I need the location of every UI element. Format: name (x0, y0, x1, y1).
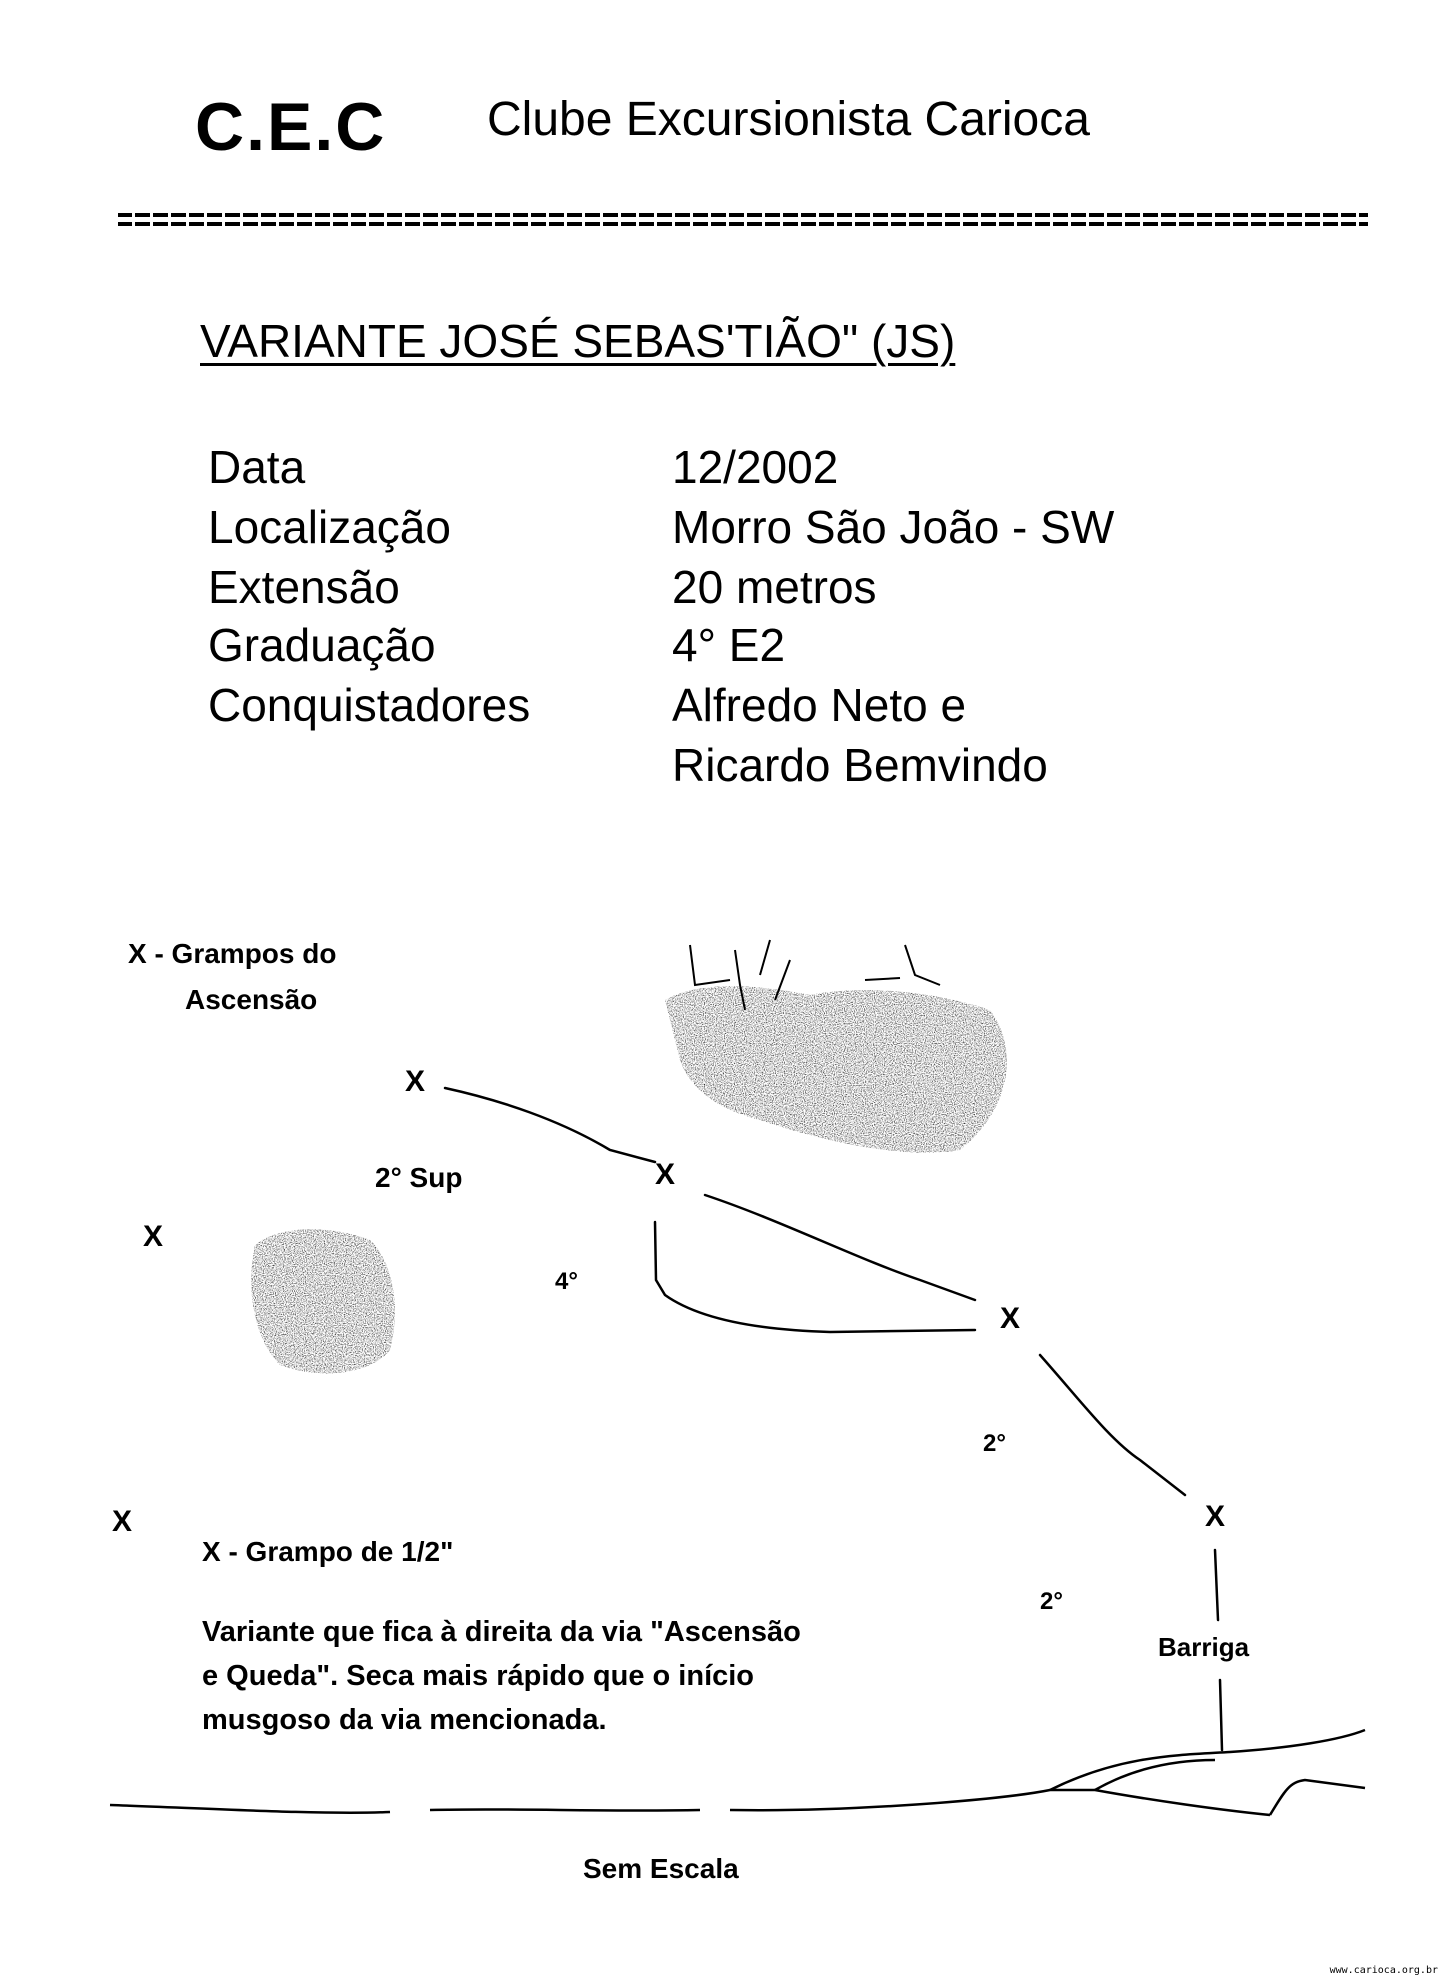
legend-grampo-half: X - Grampo de 1/2" (202, 1536, 454, 1567)
detail-value-extensao: 20 metros (672, 561, 877, 613)
grade-label-2: 2° (1040, 1588, 1063, 1615)
bolt-marker: X (655, 1158, 676, 1191)
grade-label-2sup: 2° Sup (375, 1162, 463, 1193)
detail-label-extensao: Extensão (208, 561, 400, 613)
barriga-label: Barriga (1158, 1632, 1250, 1662)
detail-value-graduacao: 4° E2 (672, 619, 786, 671)
detail-label-conquistadores: Conquistadores (208, 679, 531, 731)
bolt-marker: X (1000, 1302, 1021, 1335)
club-logo: C.E.C (195, 89, 387, 165)
ground-lines (110, 1730, 1365, 1815)
vegetation-left (251, 1229, 395, 1373)
website-footer: www.carioca.org.br (1329, 1965, 1438, 1976)
bolt-marker: X (405, 1065, 426, 1098)
detail-label-localizacao: Localização (208, 501, 451, 553)
detail-value-conquistadores: Alfredo Neto e (672, 679, 967, 731)
detail-value-conquistadores-2: Ricardo Bemvindo (672, 739, 1048, 791)
detail-label-graduacao: Graduação (208, 619, 436, 671)
legend-grampos-ascensao: X - Grampos do (128, 938, 337, 969)
legend-grampos-ascensao-2: Ascensão (185, 984, 318, 1015)
club-name: Clube Excursionista Carioca (487, 93, 1090, 146)
route-note: Variante que fica à direita da via "Ascensão e Queda". Seca mais rápido que o início musgoso da via mencionada. (202, 1616, 801, 1736)
grade-label-4: 4° (555, 1268, 578, 1295)
grade-label-2: 2° (983, 1430, 1006, 1457)
detail-value-data: 12/2002 (672, 441, 839, 493)
detail-label-data: Data (208, 441, 306, 493)
bolt-marker: X (143, 1220, 164, 1253)
detail-value-localizacao: Morro São João - SW (672, 501, 1115, 553)
vegetation-top (665, 986, 1007, 1152)
bolt-marker: X (1205, 1500, 1226, 1533)
route-title: VARIANTE JOSÉ SEBAS'TIÃO" (JS) (200, 315, 956, 367)
no-scale-label: Sem Escala (583, 1853, 739, 1884)
bolt-marker: X (112, 1505, 133, 1538)
